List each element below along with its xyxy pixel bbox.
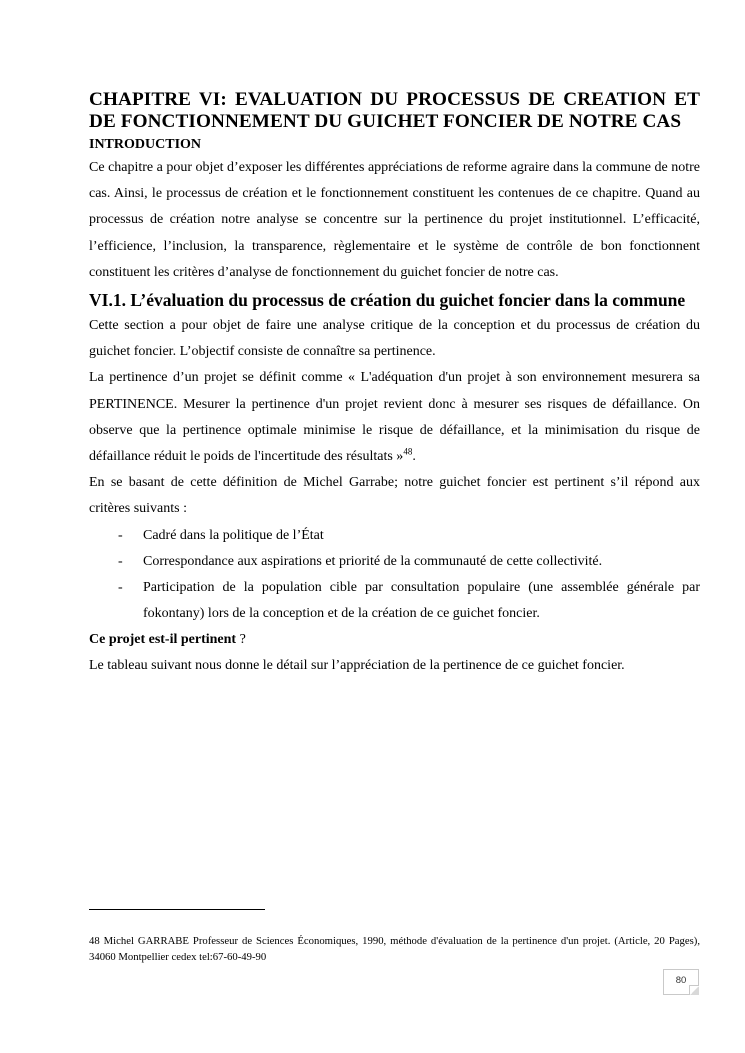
list-item — [89, 523, 700, 549]
section-paragraph-2 — [89, 365, 700, 470]
quote-end-period: . — [412, 449, 416, 465]
list-item-text: Cadré dans la politique de l’État — [143, 527, 324, 543]
section-heading: VI.1. L’évaluation du processus de création du guichet foncier dans la commune — [89, 290, 686, 311]
introduction-heading: INTRODUCTION — [89, 137, 202, 152]
list-bullet: - — [118, 580, 123, 596]
list-item-text: Participation de la population cible par consultation populaire (une assemblée générale par fokontany) lors de la conception et de la création de ce guichet foncier. — [143, 580, 700, 622]
list-bullet: - — [118, 553, 123, 569]
list-bullet: - — [118, 527, 123, 543]
chapter-title: CHAPITRE VI: EVALUATION DU PROCESSUS DE CREATION ET DE FONCTIONNEMENT DU GUICHET FONCIER DE NOTRE CAS — [89, 89, 700, 132]
list-item — [89, 549, 700, 575]
list-item — [89, 575, 700, 627]
introduction-paragraph: Ce chapitre a pour objet d’exposer les différentes appréciations de reforme agraire dans la commune de notre cas. Ainsi, le processus de création et le fonctionnement constituent les contenues de ce chapitre. Quand au processus de création notre analyse se concentre sur la pertinence du projet institutionnel. L’efficacité, l’efficience, l’inclusion, la transparence, règlementaire et le système de contrôle de bon fonctionnent constituent les critères d’analyse de fonctionnement du guichet foncier de notre cas. — [89, 160, 700, 280]
page-number-box — [663, 969, 699, 995]
list-item-text: Correspondance aux aspirations et priorité de la communauté de cette collectivité. — [143, 553, 603, 569]
footnote: 48 Michel GARRABE Professeur de Sciences Économiques, 1990, méthode d'évaluation de la pertinence d'un projet. (Article, 20 Pages), 34060 Montpellier cedex tel:67-60-49-90 — [89, 935, 700, 963]
question-mark: ? — [236, 632, 246, 648]
page-content — [89, 89, 700, 679]
definition-quote: La pertinence d’un projet se définit comme « L'adéquation d'un projet à son environnement mesurera sa PERTINENCE. Mesurer la pertinence d'un projet revient donc à mesurer ses risques de défaillance. On observe que la pertinence optimale minimise le risque de défaillance, et la minimisation du risque de défaillance réduit le poids de l'incertitude des résultats » — [89, 370, 700, 465]
section-paragraph-3: En se basant de cette définition de Michel Garrabe; notre guichet foncier est pertinent s’il répond aux critères suivants : — [89, 475, 700, 517]
footnote-reference: 48 — [403, 446, 413, 457]
closing-paragraph: Le tableau suivant nous donne le détail sur l’appréciation de la pertinence de ce guichet foncier. — [89, 658, 625, 674]
section-paragraph-1: Cette section a pour objet de faire une analyse critique de la conception et du processus de création du guichet foncier. L’objectif consiste de connaître sa pertinence. — [89, 318, 700, 360]
question-line — [89, 627, 700, 653]
page-curl-icon — [689, 985, 699, 995]
question-text: Ce projet est-il pertinent — [89, 632, 237, 648]
page-number: 80 — [675, 975, 687, 986]
footnote-separator — [89, 909, 265, 910]
criteria-list — [89, 523, 700, 628]
